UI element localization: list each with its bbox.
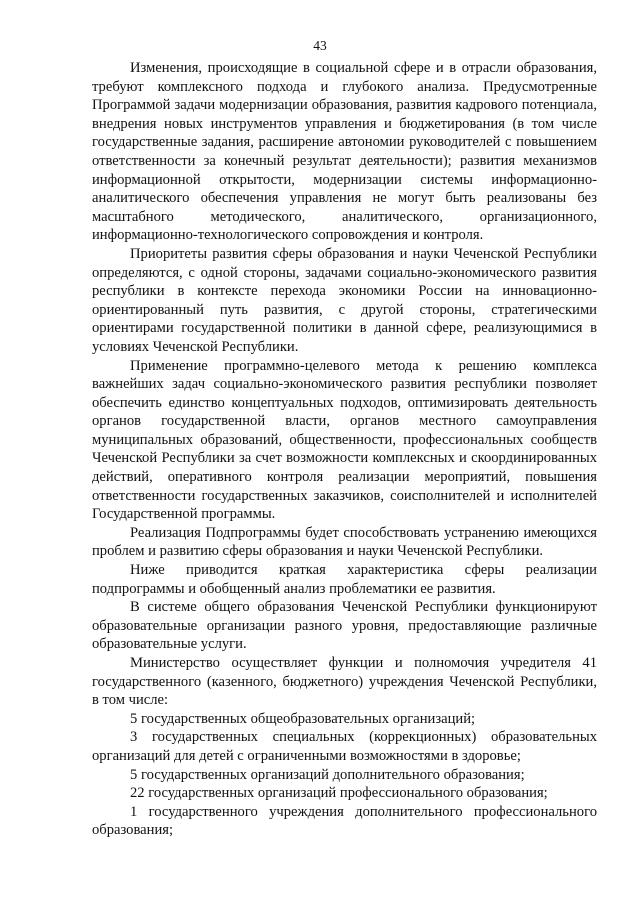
list-item: 22 государственных организаций профессионального образования; <box>130 785 548 802</box>
paragraph-general-education: В системе общего образования Чеченской Республики функционируют образовательные организации разного уровня, предоставляющие различные образовательные услуги. <box>92 599 597 653</box>
paragraph-subprogram: Реализация Подпрограммы будет способствовать устранению имеющихся проблем и развитию сферы образования и науки Чеченской Республики. <box>92 524 597 560</box>
paragraph-program-method: Применение программно-целевого метода к решению комплекса важнейших задач социально-экономического развития республики позволяет обеспечить единство концептуальных подходов, оптимизировать деятельность органов государственной власти, органов местного самоуправления муниципальных образований, общественности, профессиональных сообществ Чеченской Республики за счет возможности комплексных и скоординированных действий, оперативного контроля реализации мероприятий, повышения ответственности государственных заказчиков, соисполнителей и исполнителей Государственной программы. <box>92 357 597 523</box>
list-item: 1 государственного учреждения дополнительного профессионального образования; <box>92 803 597 839</box>
document-body <box>92 59 597 840</box>
list-item: 3 государственных специальных (коррекционных) образовательных организаций для детей с ограниченными возможностями в здоровье; <box>92 729 597 764</box>
paragraph-ministry: Министерство осуществляет функции и полномочия учредителя 41 государственного (казенного, бюджетного) учреждения Чеченской Республики, в том числе: <box>92 655 597 709</box>
paragraph-modernization: Изменения, происходящие в социальной сфере и в отрасли образования, требуют комплексного подхода и глубокого анализа. Предусмотренные Программой задачи модернизации образования, развития кадрового потенциала, внедрения новых инструментов управления и бюджетирования (в том числе государственные задания, расширение автономии руководителей с повышением ответственности за конечный результат деятельности); развития механизмов информационной открытости, модернизации системы информационно-аналитического обеспечения управления не могут быть реализованы без масштабного методического, аналитического, организационного, информационно-технологического сопровождения и контроля. <box>92 60 597 244</box>
list-item: 5 государственных общеобразовательных организаций; <box>130 710 476 727</box>
page-number: 43 <box>313 38 327 53</box>
list-item: 5 государственных организаций дополнительного образования; <box>130 766 525 783</box>
paragraph-priorities: Приоритеты развития сферы образования и науки Чеченской Республики определяются, с одной стороны, задачами социально-экономического развития республики в контексте перехода экономики России на инновационно-ориентированный путь развития, с другой стороны, стратегическими ориентирами государственной политики в данной сфере, реализующимися в условиях Чеченской Республики. <box>92 245 597 355</box>
paragraph-overview: Ниже приводится краткая характеристика сферы реализации подпрограммы и обобщенный анализ проблематики ее развития. <box>92 562 597 597</box>
